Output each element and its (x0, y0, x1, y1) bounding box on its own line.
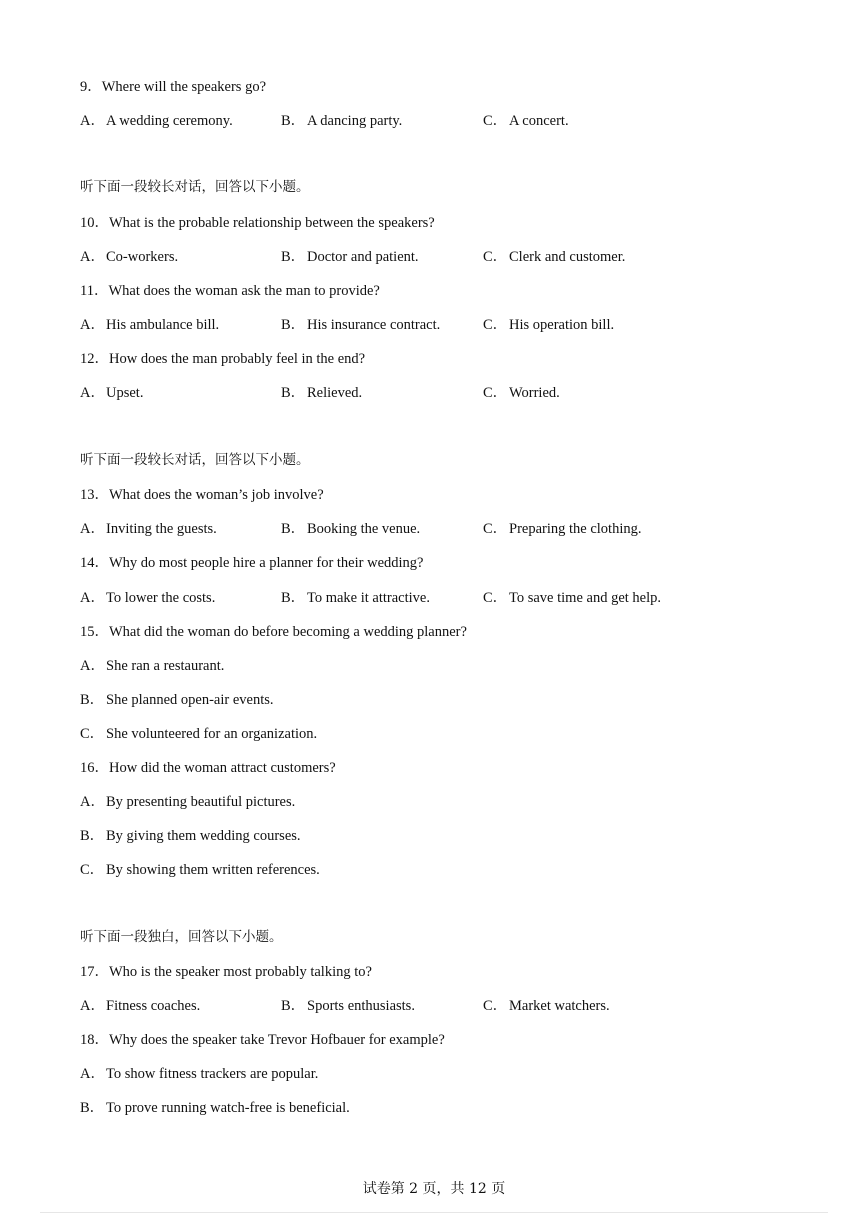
q14-option-c: C． To save time and get help. (483, 590, 661, 606)
question-14: 14．Why do most people hire a planner for their wedding? (80, 555, 424, 571)
q13-option-b: B． Booking the venue. (281, 521, 421, 537)
q11-option-b: B． His insurance contract. (281, 317, 441, 333)
section-heading-1: 听下面一段较长对话，回答以下小题。 (80, 179, 310, 195)
q15-option-c: C． She volunteered for an organization. (80, 726, 318, 742)
q9-option-a: A．A wedding ceremony. (80, 113, 233, 129)
q14-option-a: A．To lower the costs. (80, 590, 216, 606)
question-16: 16．How did the woman attract customers? (80, 760, 336, 776)
q9-option-c: C． A concert. (483, 113, 569, 129)
q12-option-a: A．Upset. (80, 385, 144, 401)
q16-option-c: C． By showing them written references. (80, 862, 320, 878)
question-17: 17．Who is the speaker most probably talking to? (80, 964, 372, 980)
q17-option-c: C． Market watchers. (483, 998, 610, 1014)
q9-option-b: B． A dancing party. (281, 113, 403, 129)
q12-option-c: C． Worried. (483, 385, 560, 401)
q18-option-b: B． To prove running watch-free is beneficial. (80, 1100, 350, 1116)
q14-option-b: B． To make it attractive. (281, 590, 430, 606)
q10-option-a: A．Co-workers. (80, 249, 179, 265)
question-9: 9．Where will the speakers go? (80, 79, 267, 95)
q18-option-a: A．To show fitness trackers are popular. (80, 1066, 319, 1082)
page-footer: 试卷第 2 页，共 12 页 (362, 1181, 506, 1197)
q13-option-c: C． Preparing the clothing. (483, 521, 642, 537)
q13-option-a: A．Inviting the guests. (80, 521, 217, 537)
question-11: 11．What does the woman ask the man to provide? (80, 283, 380, 299)
q11-option-c: C． His operation bill. (483, 317, 615, 333)
question-15: 15．What did the woman do before becoming a wedding planner? (80, 624, 467, 640)
question-10: 10．What is the probable relationship between the speakers? (80, 215, 435, 231)
footer-divider (40, 1212, 828, 1213)
section-heading-2: 听下面一段较长对话，回答以下小题。 (80, 452, 310, 468)
q15-option-a: A．She ran a restaurant. (80, 658, 225, 674)
q10-option-b: B． Doctor and patient. (281, 249, 419, 265)
q16-option-a: A．By presenting beautiful pictures. (80, 794, 296, 810)
q17-option-b: B． Sports enthusiasts. (281, 998, 415, 1014)
question-13: 13．What does the woman’s job involve? (80, 487, 324, 503)
question-12: 12．How does the man probably feel in the end? (80, 351, 366, 367)
q12-option-b: B． Relieved. (281, 385, 363, 401)
q15-option-b: B． She planned open-air events. (80, 692, 274, 708)
section-heading-3: 听下面一段独白，回答以下小题。 (80, 929, 283, 945)
q11-option-a: A．His ambulance bill. (80, 317, 220, 333)
q10-option-c: C． Clerk and customer. (483, 249, 626, 265)
q17-option-a: A．Fitness coaches. (80, 998, 201, 1014)
question-18: 18．Why does the speaker take Trevor Hofbauer for example? (80, 1032, 445, 1048)
q16-option-b: B． By giving them wedding courses. (80, 828, 301, 844)
